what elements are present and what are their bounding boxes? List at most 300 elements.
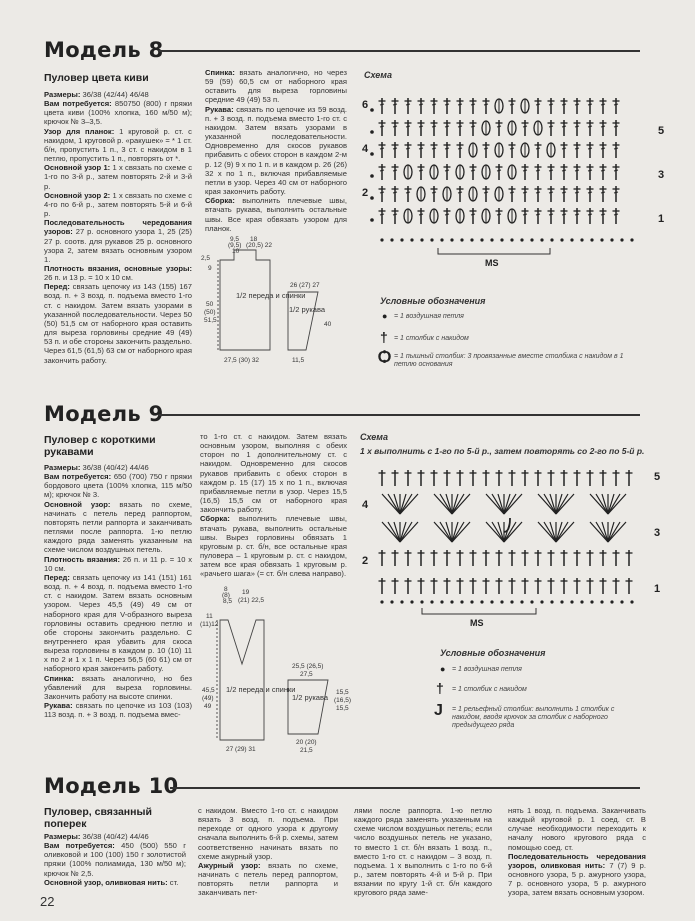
dc-stitch-slash — [445, 148, 449, 149]
dc-stitch-slash — [471, 170, 475, 171]
chain-dot — [610, 600, 613, 603]
fan-stitch-symbol — [608, 522, 620, 542]
chain-dot — [570, 238, 573, 241]
chain-dot — [570, 600, 573, 603]
m10-paragraph-text: с накидом. Вместо 1-го ст. с накидом вязать 3 возд. п. подъема. При переходе от одного узора к другому сначала выполнить 6-й р. схемы, затем соответственно начинать вязать по схеме ажурный узор. — [198, 806, 338, 861]
chain-dot — [500, 238, 503, 241]
m8-paragraph — [44, 191, 192, 218]
chain-dot — [620, 238, 623, 241]
chain-dot — [520, 600, 523, 603]
dc-stitch-slash — [562, 170, 566, 171]
dc-stitch-slash — [549, 214, 553, 215]
m8-paragraph-text: вязать аналогично, но через 59 (59) 60,5 см от наборного края оставить для выреза горловины средние 49 (49) 53 п. — [205, 68, 347, 105]
m9-paragraph-text: связать по цепочке из 103 (103) 113 возд. п. + 3 возд. п. подъема вмес- — [44, 701, 192, 720]
m8-dim-1: 9,5 — [230, 236, 240, 243]
m8-paragraph-text: 36/38 (42/44) 46/48 — [80, 90, 149, 99]
dc-stitch-slash — [458, 126, 462, 127]
chain-dot — [550, 600, 553, 603]
m9-paragraph-label: Плотность вязания: — [44, 554, 120, 564]
chain-dot — [530, 600, 533, 603]
fan-stitch-symbol — [556, 494, 568, 514]
chain-dot — [390, 238, 393, 241]
dc-stitch-slash — [432, 192, 436, 193]
m8-paragraph-label: Рукава: — [205, 104, 234, 114]
m8-paragraph-text: 1 х связать по схеме с 1-го по 3-й р., затем повторять 2-й и 3-й р. — [44, 163, 192, 191]
chain-dot — [590, 600, 593, 603]
m9-dim-17: 20 (20) — [296, 739, 317, 746]
m9-dim-10: 49 — [204, 703, 212, 710]
m9-paragraph-label: Перед: — [44, 572, 70, 582]
dc-stitch-slash — [484, 148, 488, 149]
repeat-label: MS — [470, 618, 484, 628]
m8-paragraph-text: 850750 (800) г пряжи цвета киви (100% хлопка, 160 м/50 м); крючок № 3–3,5. — [44, 99, 192, 127]
dc-stitch-slash — [393, 148, 397, 149]
chain-dot — [610, 238, 613, 241]
fan-stitch-symbol — [492, 494, 504, 514]
fan-stitch-symbol — [596, 494, 608, 514]
m9-dim-16: 15,5 — [336, 705, 349, 712]
m9-dim-4: 19 — [242, 589, 250, 596]
dc-stitch-slash — [536, 170, 540, 171]
m8-legend-3: = 1 пышный столбик: 3 провязанные вместе столбика с накидом в 1 петлю основания — [394, 353, 624, 368]
row-number: 3 — [658, 169, 665, 181]
chain-dot — [530, 238, 533, 241]
dc-stitch-slash — [549, 192, 553, 193]
m9-paragraph — [44, 463, 192, 472]
model-9-pattern-sketch — [196, 584, 356, 754]
chain-dot — [480, 238, 483, 241]
chain-dot — [370, 218, 374, 222]
model-8-legend-title: Условные обозначения — [380, 296, 486, 306]
m10-paragraph-text: вязать по схеме, начинать с петель перед раппортом, повторять петли раппорта и заканчивать пет- — [198, 860, 338, 898]
m10-paragraph-text: нять 1 возд. п. подъема. Заканчивать каждый круговой р. 1 соед. ст. В случае необходимости переходить к началу нового кругового ряда с помощью соед. ст. — [508, 806, 646, 852]
m8-piece-sleeve: 1/2 рукава — [289, 305, 326, 314]
m9-dim-5: (21) 22,5 — [238, 597, 265, 604]
dc-stitch-slash — [575, 126, 579, 127]
model-9-chart — [360, 460, 675, 630]
dc-stitch-slash — [614, 170, 618, 171]
m9-paragraph — [44, 573, 192, 674]
dc-stitch-slash — [471, 126, 475, 127]
dc-stitch-slash — [380, 192, 384, 193]
dc-stitch-slash — [406, 104, 410, 105]
m8-paragraph — [205, 196, 347, 233]
m8-paragraph-label: Основной узор 1: — [44, 163, 111, 173]
model-10-text-col2 — [198, 806, 338, 898]
dc-stitch-slash — [575, 148, 579, 149]
dc-stitch-slash — [419, 170, 423, 171]
m10-paragraph-label: Размеры: — [44, 832, 81, 841]
m9-double-crochet-icon: † — [436, 680, 444, 696]
m10-paragraph-label: Ажурный узор: — [198, 860, 261, 870]
m8-dim-2: (9,5) — [228, 242, 242, 249]
m8-paragraph-label: Спинка: — [205, 68, 235, 77]
chain-dot — [500, 600, 503, 603]
row-number: 1 — [658, 213, 665, 225]
m10-paragraph — [44, 841, 186, 878]
m8-legend-2: = 1 столбик с накидом — [394, 335, 469, 342]
m9-paragraph-label: Рукава: — [44, 701, 73, 711]
m8-paragraph-text: 26 п. и 13 р. = 10 х 10 см. — [44, 273, 133, 283]
m8-paragraph — [44, 127, 192, 164]
m9-chart-svg — [360, 460, 675, 630]
relief-stitch-symbol — [504, 518, 510, 532]
chain-dot — [490, 600, 493, 603]
dc-stitch-slash — [601, 126, 605, 127]
model-10-title: Пуловер, связанный поперек — [44, 806, 152, 830]
m8-paragraph — [44, 99, 192, 126]
m8-dim-13: 40 — [324, 321, 332, 328]
m10-paragraph — [44, 878, 186, 887]
dc-stitch-slash — [380, 214, 384, 215]
m10-paragraph-text: 36/38 (40/42) 44/46 — [80, 832, 149, 841]
dc-stitch-slash — [445, 126, 449, 127]
dc-stitch-slash — [588, 192, 592, 193]
chain-dot — [470, 600, 473, 603]
model-8-schema-label: Схема — [364, 70, 392, 80]
dc-stitch-slash — [614, 126, 618, 127]
dc-stitch-slash — [562, 104, 566, 105]
chain-dot — [430, 600, 433, 603]
repeat-label: MS — [485, 258, 499, 268]
chain-dot — [370, 130, 374, 134]
chain-dot — [540, 238, 543, 241]
dc-stitch-slash — [562, 192, 566, 193]
fan-stitch-symbol — [596, 522, 608, 542]
chain-dot — [520, 238, 523, 241]
chain-dot — [380, 600, 383, 603]
dc-stitch-slash — [588, 104, 592, 105]
fan-stitch-symbol — [452, 522, 464, 542]
m8-paragraph-label: Сборка: — [205, 196, 235, 206]
m9-dim-3: 8,5 — [223, 598, 233, 605]
chain-dot — [560, 600, 563, 603]
m9-paragraph-text: вязать аналогично, но без убавлений для выреза горловины. Закончить работу на высоте спинки. — [44, 673, 192, 701]
model-8-title: Пуловер цвета киви — [44, 72, 149, 84]
m8-dim-3: 10 — [232, 248, 240, 255]
m8-dim-9: (50) — [204, 309, 216, 316]
chain-dot — [460, 600, 463, 603]
chain-dot — [370, 174, 374, 178]
m9-paragraph — [44, 472, 192, 499]
m9-dim-7: (11)12 — [200, 621, 219, 628]
repeat-bracket — [438, 248, 550, 254]
dc-stitch-slash — [588, 170, 592, 171]
chain-dot — [510, 238, 513, 241]
model-9-text-col1 — [44, 463, 192, 719]
dc-stitch-slash — [380, 104, 384, 105]
m10-paragraph-text: ст. — [167, 877, 179, 887]
m9-paragraph-label: Вам потребуется: — [44, 472, 112, 482]
dc-stitch-slash — [393, 126, 397, 127]
model-10-text-col3 — [354, 806, 492, 898]
row-number: 1 — [654, 583, 661, 595]
dc-stitch-slash — [445, 214, 449, 215]
row-number: 4 — [362, 143, 369, 155]
m8-paragraph-text: выполнить плечевые швы, втачать рукава, выполнить остальные швы. Все края обвязать узором для планок. — [205, 196, 347, 233]
chain-dot — [600, 238, 603, 241]
m9-paragraph-text: связать цепочку из 141 (151) 161 возд. п. + 4 возд. п. подъема вместо 1-го ст. с накидом. Затем вязать основным узором. Через 45,5 (49) 49 см от наборного края для V-образного выреза горловины оставить среднюю петлю и обе стороны закончить раздельно. С внутреннего края убавить для скоса выреза горловины в каждом р. 10 (10) 11 х по 2 и 1 х 1 п. Через 56,5 (60 61) см от наборного края закончить работу. — [44, 572, 192, 674]
model-10-heading: Модель 10 — [44, 774, 179, 798]
m8-dim-7: 9 — [208, 265, 212, 272]
m8-paragraph-label: Последовательность чередования узоров: — [44, 218, 192, 237]
dc-stitch-slash — [588, 148, 592, 149]
chain-dot — [450, 600, 453, 603]
dc-stitch-slash — [536, 214, 540, 215]
m8-paragraph-label: Узор для планок: — [44, 126, 115, 136]
m9-piece-front: 1/2 переда и спинки — [226, 685, 296, 694]
m8-dim-5: (20,5) 22 — [246, 242, 273, 249]
model-9-legend-title: Условные обозначения — [440, 648, 546, 658]
m9-paragraph — [44, 674, 192, 701]
dc-stitch-slash — [432, 126, 436, 127]
dc-stitch-slash — [484, 104, 488, 105]
m8-paragraph — [44, 163, 192, 190]
fan-stitch-symbol — [440, 522, 452, 542]
chain-dot — [540, 600, 543, 603]
model-8-chart — [360, 88, 675, 273]
m9-dim-9: (49) — [202, 695, 214, 702]
dc-stitch-slash — [406, 192, 410, 193]
chain-dot — [460, 238, 463, 241]
dc-stitch-slash — [523, 214, 527, 215]
m9-dim-14: 15,5 — [336, 689, 349, 696]
m9-dim-12: 25,5 (26,5) — [292, 663, 324, 670]
dc-stitch-slash — [562, 126, 566, 127]
model-9-rule — [158, 414, 640, 416]
dc-stitch-slash — [484, 192, 488, 193]
chain-dot — [380, 238, 383, 241]
m10-paragraph — [198, 861, 338, 898]
dc-stitch-slash — [510, 104, 514, 105]
dc-stitch-slash — [575, 192, 579, 193]
fan-stitch-symbol — [492, 522, 504, 542]
dc-stitch-slash — [536, 192, 540, 193]
fan-stitch-symbol — [388, 494, 400, 514]
m8-paragraph-text: 1 круговой р. ст. с накидом, 1 круговой р. «ракушек» = * 1 ст. б/н, пропустить 1 п., 3 ст. с накидом в 1 петлю, пропустить 1 п., повторять от *. — [44, 126, 192, 164]
model-10-text-col1 — [44, 832, 186, 887]
dc-stitch-slash — [458, 192, 462, 193]
m10-paragraph-text: 7 (7) 9 р. основного узора, 5 р. ажурного узора, 7 р. основного узора, 5 р. ажурного узора, затем вязать основным узором. — [508, 860, 647, 898]
chain-dot — [420, 238, 423, 241]
chain-dot — [430, 238, 433, 241]
dc-stitch-slash — [458, 104, 462, 105]
fan-stitch-symbol — [608, 494, 620, 514]
m9-dim-6: 11 — [206, 613, 213, 620]
dc-stitch-slash — [497, 126, 501, 127]
dc-stitch-slash — [510, 192, 514, 193]
m9-paragraph — [200, 514, 347, 578]
dc-stitch-slash — [419, 126, 423, 127]
chain-dot — [410, 600, 413, 603]
m8-paragraph-label: Плотность вязания, основные узоры: — [44, 263, 192, 273]
m8-dim-11: 27,5 (30) 32 — [224, 357, 260, 364]
m8-dim-10: 51,5 — [204, 317, 217, 324]
fan-stitch-symbol — [544, 522, 556, 542]
m8-paragraph — [44, 264, 192, 282]
dc-stitch-slash — [380, 170, 384, 171]
m9-paragraph — [44, 555, 192, 573]
fan-stitch-symbol — [452, 494, 464, 514]
dc-stitch-slash — [458, 148, 462, 149]
dc-stitch-slash — [549, 104, 553, 105]
fan-stitch-symbol — [556, 522, 568, 542]
model-10-rule — [170, 787, 640, 789]
model-8-rule — [158, 50, 640, 52]
fan-stitch-symbol — [388, 522, 400, 542]
chain-dot — [440, 238, 443, 241]
relief-stitch-icon: J — [434, 702, 443, 719]
chain-dot — [470, 238, 473, 241]
m8-paragraph — [205, 68, 347, 105]
m9-paragraph-text: 26 п. и 11 р. = 10 х 10 см. — [44, 554, 192, 573]
m9-paragraph-label: Сборка: — [200, 514, 230, 524]
dc-stitch-slash — [497, 170, 501, 171]
m9-paragraph-text: 36/38 (40/42) 44/46 — [80, 463, 149, 472]
dc-stitch-slash — [575, 170, 579, 171]
m9-paragraph-text: выполнить плечевые швы, втачать рукава, выполнить остальные швы. Вырез горловины обвязать 1 круговым р. ст. б/н, все остальные края пуловера – 1 круговым р. ст. с накидом, затем все края обвязать 1 круговым р. «рачьего шага» (= ст. б/н слева направо). — [200, 514, 347, 579]
m10-paragraph — [354, 806, 492, 898]
chain-dot — [510, 600, 513, 603]
row-number: 2 — [362, 187, 369, 199]
m9-chain-stitch-icon: ● — [440, 664, 446, 674]
dc-stitch-slash — [575, 214, 579, 215]
m9-legend-1: = 1 воздушная петля — [452, 666, 522, 673]
m10-paragraph-text: лями после раппорта. 1-ю петлю каждого ряда заменять указанным на схеме числом воздушных петель; если число воздушных петель не указано, то вместо 1 ст. б/н вязать 1 возд. п., вместо 1-го ст. с накидом – 3 возд. п. подъема. 1 х выполнить с 1-го по 6-й р., затем повторять 4-й и 5-й р. При вязании по кругу 1-й ст. б/н каждого кругового ряда заме- — [354, 806, 492, 898]
dc-stitch-slash — [536, 148, 540, 149]
dc-stitch-slash — [614, 104, 618, 105]
m8-dim-4: 18 — [250, 236, 258, 243]
fan-stitch-symbol — [504, 494, 516, 514]
m8-dim-12: 26 (27) 27 — [290, 282, 320, 289]
dc-stitch-slash — [523, 126, 527, 127]
dc-stitch-slash — [419, 104, 423, 105]
row-number: 5 — [654, 471, 661, 483]
chain-dot — [600, 600, 603, 603]
m10-paragraph — [508, 852, 646, 898]
dc-stitch-slash — [562, 214, 566, 215]
dc-stitch-slash — [419, 214, 423, 215]
row-number: 4 — [362, 499, 369, 511]
dc-stitch-slash — [471, 104, 475, 105]
m10-paragraph — [508, 806, 646, 852]
dc-stitch-slash — [380, 148, 384, 149]
m9-paragraph-label: Основной узор: — [44, 499, 111, 509]
m9-dim-8: 45,5 — [202, 687, 215, 694]
chain-dot — [420, 600, 423, 603]
chain-dot — [490, 238, 493, 241]
chain-dot — [440, 600, 443, 603]
m9-dim-11: 27 (29) 31 — [226, 746, 256, 753]
m9-paragraph — [44, 701, 192, 719]
row-number: 3 — [654, 527, 661, 539]
chain-dot — [370, 196, 374, 200]
m8-paragraph-label: Перед: — [44, 282, 70, 292]
dc-stitch-slash — [575, 104, 579, 105]
dc-stitch-slash — [432, 148, 436, 149]
m9-dim-15: (16,5) — [334, 697, 351, 704]
chain-dot — [410, 238, 413, 241]
m8-paragraph-text: связать цепочку из 143 (155) 167 возд. п. + 3 возд. п. подъема вместо 1-го ст. с накидом. Затем вязать узорами в указанной последовательности. Через 50 (50) 51,5 см от наборного края оставить для выреза горловины средние 49 (49) 53 п. и обе стороны закончить раздельно. Через 61,5 (61,5) 63 см от наборного края закончить работу. — [44, 282, 192, 365]
row-number: 5 — [658, 125, 665, 137]
puff-stitch-icon: Ѻ — [378, 349, 392, 366]
m9-paragraph-text: то 1-го ст. с накидом. Затем вязать основным узором, выполняя с обеих сторон по 1 дополнительному ст. с накидом. Одновременно для скосов рукавов прибавить с обеих сторон в каждом р. 15 (17) 15 х по 1 п., включая прибавляемые петли в узор. Через 15,5 (16,5) 15,5 см от наборного края закончить работу. — [200, 432, 347, 515]
dc-stitch-slash — [614, 148, 618, 149]
dc-stitch-slash — [601, 214, 605, 215]
m9-paragraph-label: Размеры: — [44, 463, 81, 472]
fan-stitch-symbol — [400, 494, 412, 514]
dc-stitch-slash — [445, 170, 449, 171]
dc-stitch-slash — [601, 148, 605, 149]
dc-stitch-slash — [601, 104, 605, 105]
dc-stitch-slash — [549, 170, 553, 171]
chain-dot — [550, 238, 553, 241]
dc-stitch-slash — [497, 214, 501, 215]
m8-paragraph-label: Вам потребуется: — [44, 99, 112, 109]
dc-stitch-slash — [562, 148, 566, 149]
double-crochet-icon: † — [380, 329, 388, 345]
fan-stitch-symbol — [544, 494, 556, 514]
m9-dim-2: (8) — [222, 592, 230, 599]
m8-paragraph — [44, 282, 192, 364]
m10-paragraph-label: Вам потребуется: — [44, 841, 115, 851]
m10-paragraph — [44, 832, 186, 841]
chain-dot — [390, 600, 393, 603]
m9-piece-sleeve: 1/2 рукава — [292, 693, 329, 702]
dc-stitch-slash — [614, 214, 618, 215]
model-8-heading: Модель 8 — [44, 38, 164, 62]
chain-dot — [630, 238, 633, 241]
m9-paragraph-label: Спинка: — [44, 673, 74, 683]
dc-stitch-slash — [471, 214, 475, 215]
dc-stitch-slash — [393, 170, 397, 171]
row-number: 6 — [362, 99, 369, 111]
dc-stitch-slash — [523, 192, 527, 193]
m8-paragraph — [44, 90, 192, 99]
dc-stitch-slash — [510, 148, 514, 149]
dc-stitch-slash — [393, 104, 397, 105]
chain-dot — [400, 238, 403, 241]
dc-stitch-slash — [549, 126, 553, 127]
dc-stitch-slash — [406, 126, 410, 127]
repeat-bracket — [422, 608, 536, 614]
chain-dot — [580, 600, 583, 603]
dc-stitch-slash — [406, 148, 410, 149]
m8-paragraph-text: 27 р. основного узора 1, 25 (25) 27 р. соотв. для рукавов 25 р. основного узора 2, затем вязать основным узором 1. — [44, 227, 192, 264]
dc-stitch-slash — [601, 170, 605, 171]
m8-paragraph — [44, 218, 192, 264]
m10-paragraph — [198, 806, 338, 861]
m8-dim-6: 2,5 — [201, 255, 211, 262]
m9-paragraph — [200, 432, 347, 514]
m10-paragraph-text: 450 (500) 550 г оливковой и 100 (100) 150 г золотистой пряжи (100% полиамида, 130 м/50 м); крючок № 2,5. — [44, 841, 187, 878]
m9-dim-1: 8 — [224, 586, 228, 593]
model-8-text-col1 — [44, 90, 192, 365]
fan-stitch-symbol — [400, 522, 412, 542]
dc-stitch-slash — [419, 148, 423, 149]
model-9-schema-label: Схема — [360, 432, 388, 442]
chain-dot — [400, 600, 403, 603]
m8-paragraph — [205, 105, 347, 197]
m10-paragraph-label: Последовательность чередования узоров, оливковая нить: — [508, 851, 646, 870]
model-10-text-col4 — [508, 806, 646, 898]
chain-dot — [450, 238, 453, 241]
chain-dot — [370, 152, 374, 156]
fan-stitch-symbol — [440, 494, 452, 514]
chain-stitch-icon: ● — [382, 311, 388, 321]
dc-stitch-slash — [601, 192, 605, 193]
m9-dim-13: 27,5 — [300, 671, 313, 678]
